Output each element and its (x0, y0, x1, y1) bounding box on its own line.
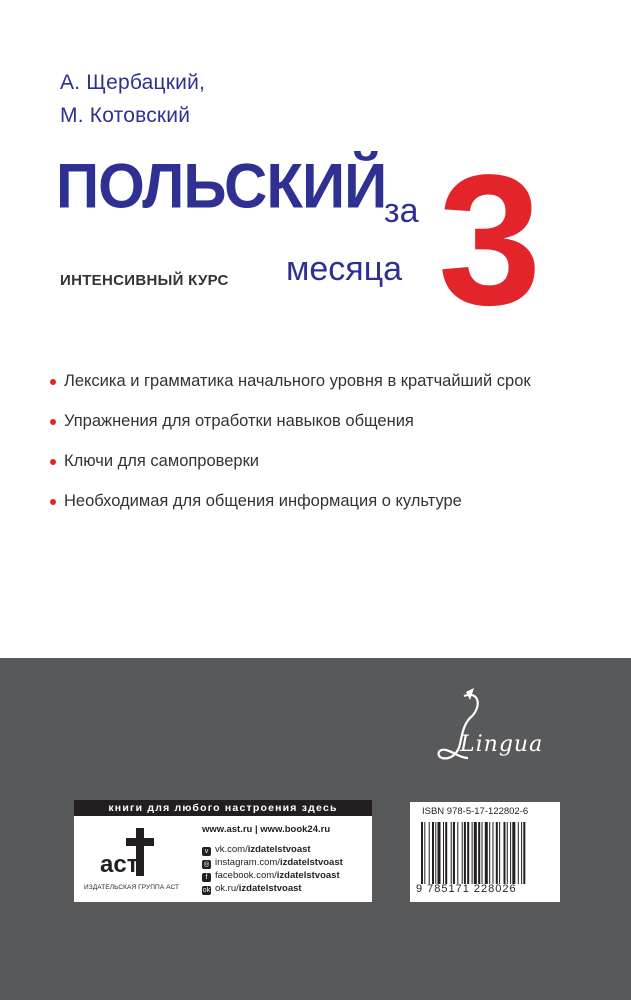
vk-icon: v (202, 847, 211, 856)
ast-logo-icon (96, 826, 166, 880)
barcode-bar (474, 822, 477, 884)
feature-item (50, 450, 531, 490)
social-link-odnoklassniki[interactable]: ok ok.ru/izdatelstvoast (202, 883, 302, 894)
series-logo-text: Lingua (460, 732, 544, 757)
barcode-bar (512, 822, 515, 884)
barcode-bar (445, 822, 447, 884)
barcode-bar (507, 822, 508, 884)
barcode-bar (523, 822, 525, 884)
barcode-bar (467, 822, 469, 884)
title-number: 3 (438, 137, 542, 344)
barcode-bar (489, 822, 490, 884)
publisher-caption: ИЗДАТЕЛЬСКАЯ ГРУППА АСТ (84, 884, 180, 891)
authors (60, 66, 205, 132)
author-2: М. Котовский (60, 104, 191, 127)
feature-text: Ключи для самопроверки (64, 452, 260, 470)
barcode-bar (453, 822, 455, 884)
barcode-bar (438, 822, 441, 884)
publisher-links (202, 824, 343, 895)
bullet-icon (50, 379, 56, 385)
feature-item (50, 410, 531, 450)
barcode-bar (478, 822, 480, 884)
feature-text: Лексика и грамматика начального уровня в кратчайший срок (64, 372, 531, 390)
publisher-sites[interactable]: www.ast.ru | www.book24.ru (202, 824, 331, 835)
instagram-icon: ◎ (203, 861, 210, 868)
feature-text: Необходимая для общения информация о культуре (64, 492, 462, 510)
barcode-bar (451, 822, 452, 884)
feature-item (50, 370, 531, 410)
title-month: месяца (286, 250, 403, 288)
barcode-bar (464, 822, 466, 884)
social-link-vk[interactable]: v vk.com/izdatelstvoast (202, 843, 343, 856)
bullet-icon (50, 419, 56, 425)
bullet-icon (50, 499, 56, 505)
barcode-icon (420, 822, 552, 884)
author-1: А. Щербацкий, (60, 71, 206, 94)
barcode-number: 9 785171 228026 (416, 883, 517, 895)
bullet-icon (50, 459, 56, 465)
barcode-bar (504, 822, 506, 884)
barcode-bar (435, 822, 436, 884)
barcode-bar (424, 822, 425, 884)
barcode-bar (499, 822, 500, 884)
barcode-bar (429, 822, 430, 884)
barcode-bar (421, 822, 423, 884)
ast-logo-text: аст (100, 851, 139, 878)
barcode-bar (510, 822, 511, 884)
feature-list (50, 370, 531, 530)
feature-text: Упражнения для отработки навыков общения (64, 412, 414, 430)
isbn-text: ISBN 978-5-17-122802-6 (422, 806, 529, 817)
barcode-bar (485, 822, 488, 884)
book-title: ПОЛЬСКИЙ (56, 151, 387, 222)
barcode-bar (518, 822, 519, 884)
barcode-bar (521, 822, 522, 884)
facebook-icon: f (202, 873, 211, 882)
barcode-bar (482, 822, 483, 884)
feature-item (50, 490, 531, 530)
barcode-bar (496, 822, 498, 884)
odnoklassniki-icon: ok (202, 887, 211, 894)
barcode-bar (432, 822, 434, 884)
social-link-facebook[interactable]: f facebook.com/izdatelstvoast (202, 869, 343, 882)
barcode-bar (457, 822, 458, 884)
subtitle: ИНТЕНСИВНЫЙ КУРС (60, 272, 229, 289)
social-link-instagram[interactable]: ◎ instagram.com/izdatelstvoast (203, 857, 343, 868)
publisher-tagline: книги для любого настроения здесь (74, 800, 372, 816)
barcode-bar (493, 822, 494, 884)
barcode-bar (462, 822, 463, 884)
title-za: за (384, 192, 419, 230)
barcode-bar (443, 822, 444, 884)
barcode-bar (472, 822, 473, 884)
